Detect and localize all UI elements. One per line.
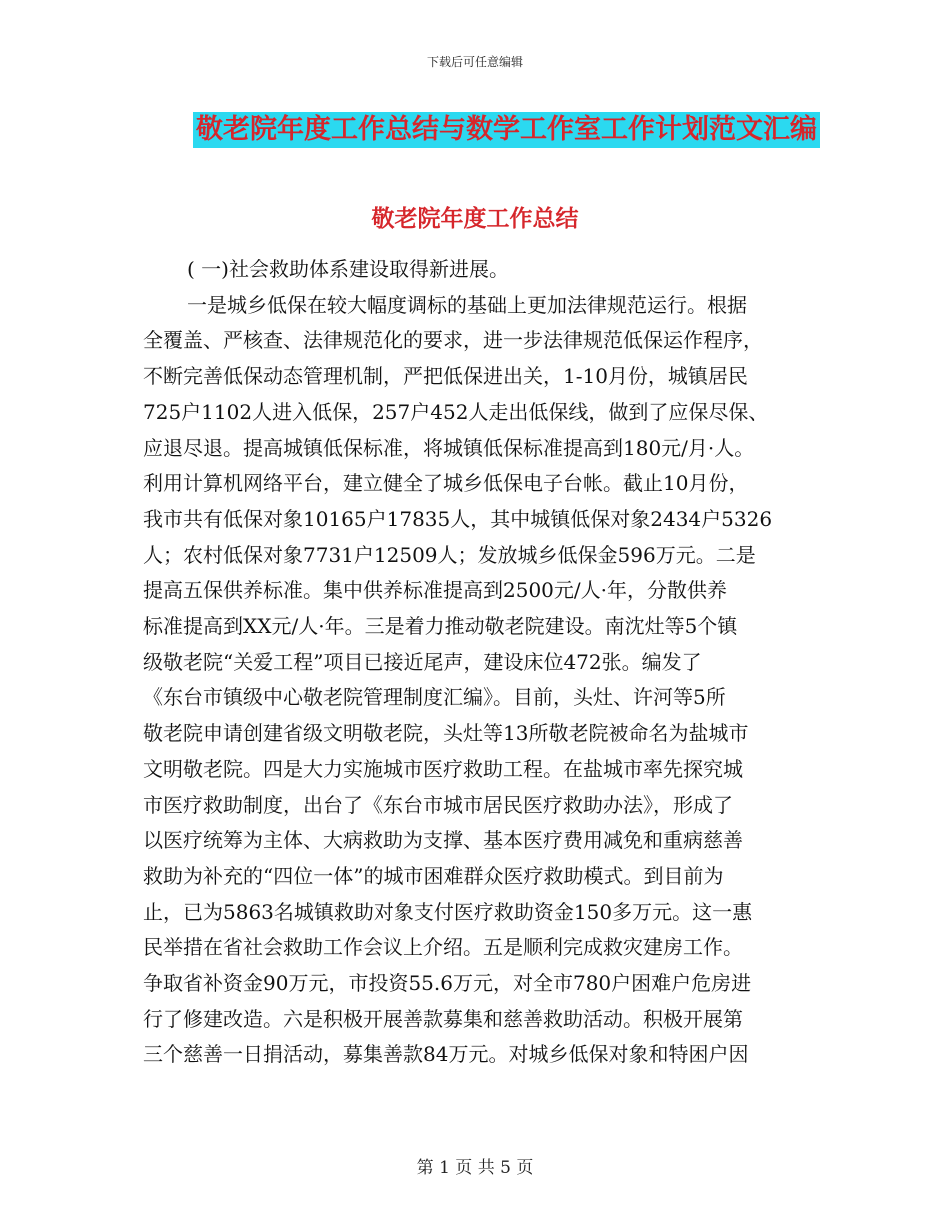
paragraph-line: 应退尽退。提高城镇低保标准，将城镇低保标准提高到180元/月·人。 bbox=[143, 435, 755, 460]
paragraph-line: 市医疗救助制度，出台了《东台市城市居民医疗救助办法》，形成了 bbox=[143, 792, 733, 817]
paragraph-line: 725户1102人进入低保，257户452人走出低保线，做到了应保尽保、 bbox=[143, 399, 769, 424]
paragraph-line: 不断完善低保动态管理机制，严把低保进出关，1-10月份，城镇居民 bbox=[143, 364, 748, 389]
document-title: 敬老院年度工作总结与数学工作室工作计划范文汇编 bbox=[193, 112, 820, 148]
paragraph-line: 止，已为5863名城镇救助对象支付医疗救助资金150多万元。这一惠 bbox=[143, 899, 753, 924]
paragraph-line: 三个慈善一日捐活动，募集善款84万元。对城乡低保对象和特困户因 bbox=[143, 1042, 749, 1067]
paragraph-line: 标准提高到XX元/人·年。三是着力推动敬老院建设。南沈灶等5个镇 bbox=[143, 614, 738, 639]
page-footer: 第 1 页 共 5 页 bbox=[416, 1158, 534, 1178]
paragraph-line: 《东台市镇级中心敬老院管理制度汇编》。目前，头灶、许河等5所 bbox=[143, 685, 726, 710]
paragraph-line: 我市共有低保对象10165户17835人，其中城镇低保对象2434户5326 bbox=[143, 506, 773, 531]
paragraph-line: 全覆盖、严核查、法律规范化的要求，进一步法律规范低保运作程序， bbox=[143, 328, 763, 353]
paragraph-line: 争取省补资金90万元，市投资55.6万元，对全市780户困难户危房进 bbox=[143, 971, 752, 996]
header-note: 下载后可任意编辑 bbox=[426, 55, 523, 69]
section-title: 敬老院年度工作总结 bbox=[371, 206, 579, 232]
paragraph-line: 救助为补充的“四位一体”的城市困难群众医疗救助模式。到目前为 bbox=[143, 863, 724, 888]
subheading: ( 一)社会救助体系建设取得新进展。 bbox=[187, 257, 509, 281]
paragraph-line: 行了修建改造。六是积极开展善款募集和慈善救助活动。积极开展第 bbox=[143, 1006, 743, 1031]
paragraph-line: 提高五保供养标准。集中供养标准提高到2500元/人·年，分散供养 bbox=[143, 578, 727, 603]
paragraph-line: 级敬老院“关爱工程”项目已接近尾声，建设床位472张。编发了 bbox=[143, 649, 702, 674]
paragraph-line: 以医疗统筹为主体、大病救助为支撑、基本医疗费用减免和重病慈善 bbox=[143, 828, 743, 853]
paragraph-line: 一是城乡低保在较大幅度调标的基础上更加法律规范运行。根据 bbox=[187, 292, 747, 317]
paragraph-line: 民举措在省社会救助工作会议上介绍。五是顺利完成救灾建房工作。 bbox=[143, 935, 743, 960]
paragraph-line: 文明敬老院。四是大力实施城市医疗救助工程。在盐城市率先探究城 bbox=[143, 756, 743, 781]
paragraph-line: 敬老院申请创建省级文明敬老院，头灶等13所敬老院被命名为盐城市 bbox=[143, 721, 749, 746]
paragraph-line: 人；农村低保对象7731户12509人；发放城乡低保金596万元。二是 bbox=[143, 542, 756, 567]
paragraph bbox=[143, 288, 811, 1073]
document-body bbox=[143, 252, 811, 1073]
paragraph-line: 利用计算机网络平台，建立健全了城乡低保电子台帐。截止10月份， bbox=[143, 471, 749, 496]
